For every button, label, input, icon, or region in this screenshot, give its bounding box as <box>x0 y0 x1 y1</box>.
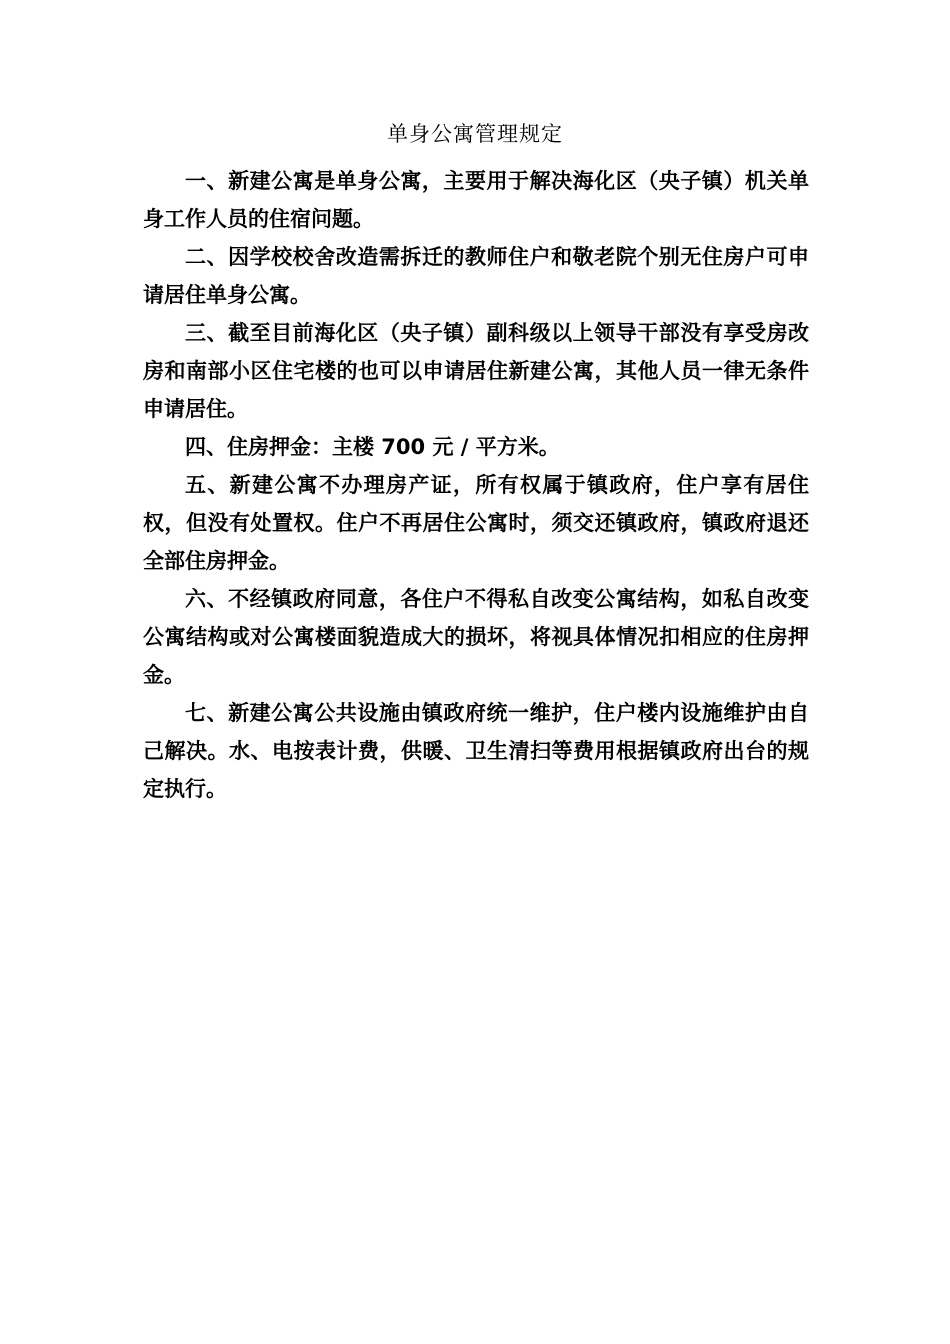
regulation-item-3: 三、截至目前海化区（央子镇）副科级以上领导干部没有享受房改房和南部小区住宅楼的也可以申请居住新建公寓，其他人员一律无条件申请居住。 <box>143 321 809 421</box>
document-title: 单身公寓管理规定 <box>387 122 563 146</box>
document-body <box>143 162 809 808</box>
regulation-item-5: 五、新建公寓不办理房产证，所有权属于镇政府，住户享有居住权，但没有处置权。住户不再居住公寓时，须交还镇政府，镇政府退还全部住房押金。 <box>143 473 809 573</box>
regulation-item-4: 四、住房押金：主楼 700 元 / 平方米。 <box>185 435 560 459</box>
regulation-item-1: 一、新建公寓是单身公寓，主要用于解决海化区（央子镇）机关单身工作人员的住宿问题。 <box>143 169 809 231</box>
regulation-item-6: 六、不经镇政府同意，各住户不得私自改变公寓结构，如私自改变公寓结构或对公寓楼面貌造成大的损坏，将视具体情况扣相应的住房押金。 <box>143 587 809 687</box>
regulation-item-2: 二、因学校校舍改造需拆迁的教师住户和敬老院个别无住房户可申请居住单身公寓。 <box>143 245 809 307</box>
regulation-item-7: 七、新建公寓公共设施由镇政府统一维护，住户楼内设施维护由自己解决。水、电按表计费，供暖、卫生清扫等费用根据镇政府出台的规定执行。 <box>143 701 809 801</box>
